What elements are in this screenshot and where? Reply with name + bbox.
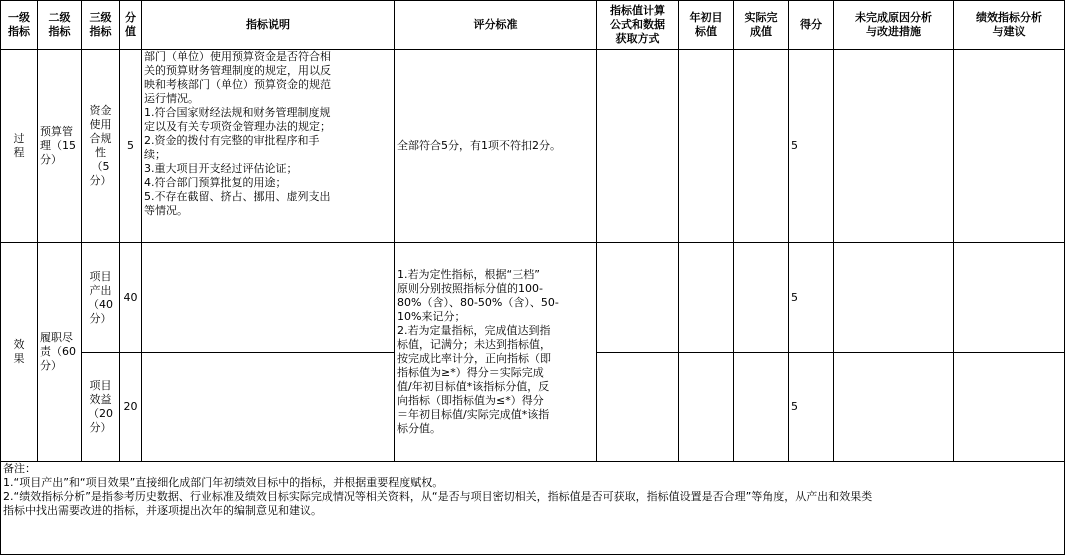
process-calc-method — [597, 50, 679, 243]
output-target-value — [679, 243, 734, 353]
header-suggestions: 绩效指标分析 与建议 — [954, 1, 1065, 50]
process-level2: 预算管 理（15 分） — [38, 50, 82, 243]
notes-item-1: 1.“项目产出”和“项目效果”直接细化成部门年初绩效目标中的指标，并根据重要程度赋权。 — [3, 476, 444, 489]
process-score: 5 — [789, 50, 834, 243]
benefit-suggestions — [954, 353, 1065, 462]
process-actual-value — [734, 50, 789, 243]
benefit-weight: 20 — [120, 353, 142, 462]
header-row — [1, 1, 1065, 50]
notes-cell — [1, 462, 1065, 555]
header-weight: 分 值 — [120, 1, 142, 50]
output-suggestions — [954, 243, 1065, 353]
header-level2: 二级 指标 — [38, 1, 82, 50]
header-calc-method: 指标值计算 公式和数据 获取方式 — [597, 1, 679, 50]
benefit-description — [142, 353, 395, 462]
process-target-value — [679, 50, 734, 243]
notes-title: 备注： — [3, 462, 36, 475]
notes-item-2-cont: 指标中找出需要改进的指标，并逐项提出次年的编制意见和建议。 — [3, 504, 322, 517]
effect-level1: 效 果 — [1, 243, 38, 462]
benefit-score: 5 — [789, 353, 834, 462]
output-score: 5 — [789, 243, 834, 353]
effect-level2: 履职尽 责（60 分） — [38, 243, 82, 462]
output-description — [142, 243, 395, 353]
notes-item-2: 2.“绩效指标分析”是指参考历史数据、行业标准及绩效目标实际完成情况等相关资料，从“是否与项目密切相关，指标值是否可获取，指标值设置是否合理”等角度，从产出和效果类 — [3, 490, 873, 503]
notes-row — [1, 462, 1065, 555]
header-target-value: 年初目 标值 — [679, 1, 734, 50]
output-reasons — [834, 243, 954, 353]
header-level3: 三级 指标 — [82, 1, 120, 50]
header-description: 指标说明 — [142, 1, 395, 50]
benefit-calc-method — [597, 353, 679, 462]
benefit-actual-value — [734, 353, 789, 462]
process-weight: 5 — [120, 50, 142, 243]
table-row-output — [1, 243, 1065, 353]
table-row-process — [1, 50, 1065, 243]
output-level3: 项目 产出 （40 分） — [82, 243, 120, 353]
header-reasons: 未完成原因分析 与改进措施 — [834, 1, 954, 50]
output-calc-method — [597, 243, 679, 353]
benefit-level3: 项目 效益 （20 分） — [82, 353, 120, 462]
effect-criteria: 1.若为定性指标，根据“三档” 原则分别按照指标分值的100- 80%（含）、80-50%（含）、50- 10%来记分； 2.若为定量指标，完成值达到指 标值，记满分；未达到指标值， 按完成比率计分，正向指标（即 指标值为≥*）得分＝实际完成 值/年初目标值*该指标分值，反 向指标（即指标值为≤*）得分 ＝年初目标值/实际完成值*该指 标分值。 — [395, 243, 597, 462]
header-actual-value: 实际完 成值 — [734, 1, 789, 50]
process-level3: 资金 使用 合规 性 （5 分） — [82, 50, 120, 243]
process-level1: 过 程 — [1, 50, 38, 243]
header-score: 得分 — [789, 1, 834, 50]
process-reasons — [834, 50, 954, 243]
header-level1: 一级 指标 — [1, 1, 38, 50]
header-criteria: 评分标准 — [395, 1, 597, 50]
process-criteria: 全部符合5分，有1项不符扣2分。 — [395, 50, 597, 243]
output-actual-value — [734, 243, 789, 353]
benefit-reasons — [834, 353, 954, 462]
process-suggestions — [954, 50, 1065, 243]
output-weight: 40 — [120, 243, 142, 353]
process-description: 部门（单位）使用预算资金是否符合相 关的预算财务管理制度的规定，用以反 映和考核部门（单位）预算资金的规范 运行情况。 1.符合国家财经法规和财务管理制度规 定以及有关专项资金管理办法的规定； 2.资金的拨付有完整的审批程序和手 续； 3.重大项目开支经过评估论证； 4.符合部门预算批复的用途； 5.不存在截留、挤占、挪用、虚列支出 等情况。 — [142, 50, 395, 243]
benefit-target-value — [679, 353, 734, 462]
